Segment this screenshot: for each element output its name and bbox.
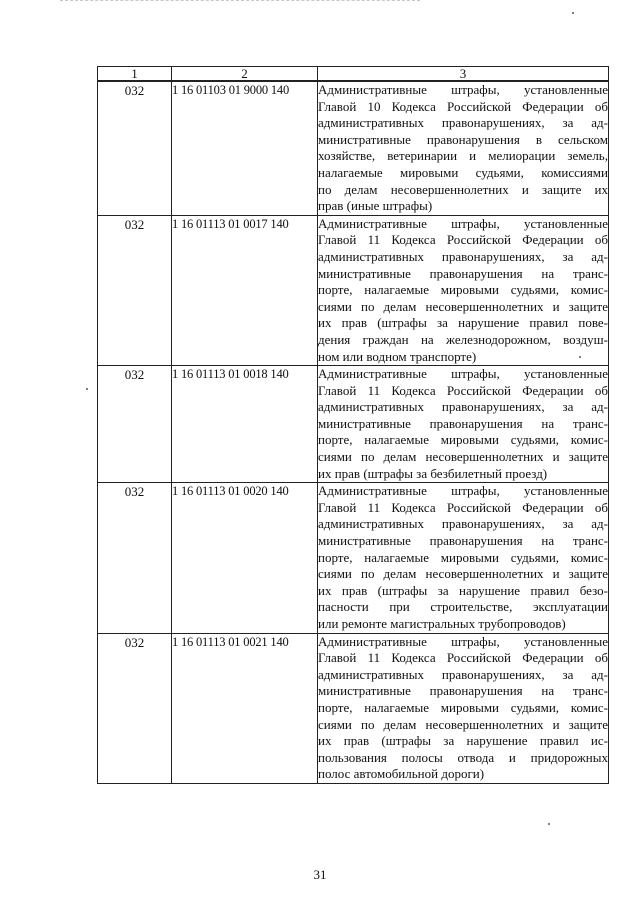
description-line: сиями по делам несовершеннолетних и защите <box>318 298 608 314</box>
scan-speck <box>572 12 574 14</box>
description-line: административных правонарушениях, за ад- <box>318 666 608 682</box>
table-row <box>98 215 609 365</box>
description-line: Главой 10 Кодекса Российской Федерации об <box>318 98 608 114</box>
column-header-3: 3 <box>318 67 609 82</box>
budget-code-cell: 1 16 01113 01 0020 140 <box>172 483 318 633</box>
description-line: или ремонте магистральных трубопроводов) <box>318 616 566 631</box>
description-cell <box>318 215 609 365</box>
description-line: их прав (штрафы за нарушение правил безо- <box>318 582 608 598</box>
admin-code-cell: 032 <box>98 81 172 215</box>
description-cell <box>318 483 609 633</box>
description-line: Административные штрафы, установленные <box>318 633 608 649</box>
description-line: дения граждан на железнодорожном, воздуш- <box>318 331 608 347</box>
description-cell <box>318 81 609 215</box>
scan-speck <box>548 823 550 825</box>
description-line: Административные штрафы, установленные <box>318 215 608 231</box>
description-line: их прав (штрафы за безбилетный проезд) <box>318 465 548 481</box>
budget-code-cell: 1 16 01113 01 0017 140 <box>172 215 318 365</box>
description-line: Главой 11 Кодекса Российской Федерации об <box>318 382 608 398</box>
description-cell <box>318 633 609 783</box>
scan-speck <box>86 388 88 390</box>
page-number: 31 <box>313 867 327 882</box>
description-line: Административные штрафы, установленные <box>318 483 608 499</box>
description-line: Главой 11 Кодекса Российской Федерации об <box>318 650 608 666</box>
description-line: Административные штрафы, установленные <box>318 82 608 97</box>
description-line: хозяйстве, ветеринарии и мелиорации земель, <box>318 148 608 164</box>
description-line: пасности при строительстве, эксплуатации <box>318 599 608 615</box>
description-line: их прав (штрафы за нарушение правил пове- <box>318 315 608 331</box>
description-line: административных правонарушениях, за ад- <box>318 399 608 415</box>
description-line: Главой 11 Кодекса Российской Федерации об <box>318 499 608 515</box>
description-line: Главой 11 Кодекса Российской Федерации об <box>318 232 608 248</box>
description-line: министративные правонарушения на транс- <box>318 265 608 281</box>
description-line: ном или водном транспорте) <box>318 348 477 364</box>
table-row <box>98 633 609 783</box>
description-line: порте, налагаемые мировыми судьями, комис- <box>318 282 608 298</box>
admin-code-cell: 032 <box>98 483 172 633</box>
table-body <box>98 81 609 783</box>
description-line: административных правонарушениях, за ад- <box>318 248 608 264</box>
description-line: полос автомобильной дороги) <box>318 766 485 782</box>
admin-code-cell: 032 <box>98 366 172 483</box>
description-line: сиями по делам несовершеннолетних и защите <box>318 449 608 465</box>
description-line: пользования полосы отвода и придорожных <box>318 749 608 765</box>
table-row <box>98 366 609 483</box>
budget-codes-table <box>97 66 609 784</box>
budget-code-cell: 1 16 01103 01 9000 140 <box>172 81 318 215</box>
table-row <box>98 81 609 215</box>
admin-code-cell: 032 <box>98 215 172 365</box>
column-header-1: 1 <box>98 67 172 82</box>
description-line: сиями по делам несовершеннолетних и защите <box>318 716 608 732</box>
column-header-2: 2 <box>172 67 318 82</box>
budget-code-cell: 1 16 01113 01 0018 140 <box>172 366 318 483</box>
admin-code-cell: 032 <box>98 633 172 783</box>
description-line: сиями по делам несовершеннолетних и защите <box>318 566 608 582</box>
table-row <box>98 483 609 633</box>
description-line: административных правонарушениях, за ад- <box>318 115 608 131</box>
description-line: Административные штрафы, установленные <box>318 366 608 382</box>
description-line: по делам несовершеннолетних и защите их <box>318 181 608 197</box>
description-cell <box>318 366 609 483</box>
description-line: административных правонарушениях, за ад- <box>318 516 608 532</box>
description-line: министративные правонарушения на транс- <box>318 683 608 699</box>
description-line: налагаемые мировыми судьями, комиссиями <box>318 164 608 180</box>
budget-code-cell: 1 16 01113 01 0021 140 <box>172 633 318 783</box>
description-line: прав (иные штрафы) <box>318 198 433 214</box>
description-line: министративные правонарушения на транс- <box>318 415 608 431</box>
description-line: порте, налагаемые мировыми судьями, комис- <box>318 699 608 715</box>
description-line: министративные правонарушения в сельском <box>318 131 608 147</box>
table-header-row <box>98 67 609 82</box>
description-line: министративные правонарушения на транс- <box>318 533 608 549</box>
scan-artifact <box>60 0 420 4</box>
description-line: их прав (штрафы за нарушение правил ис- <box>318 733 608 749</box>
description-line: порте, налагаемые мировыми судьями, комис- <box>318 549 608 565</box>
description-line: порте, налагаемые мировыми судьями, комис- <box>318 432 608 448</box>
